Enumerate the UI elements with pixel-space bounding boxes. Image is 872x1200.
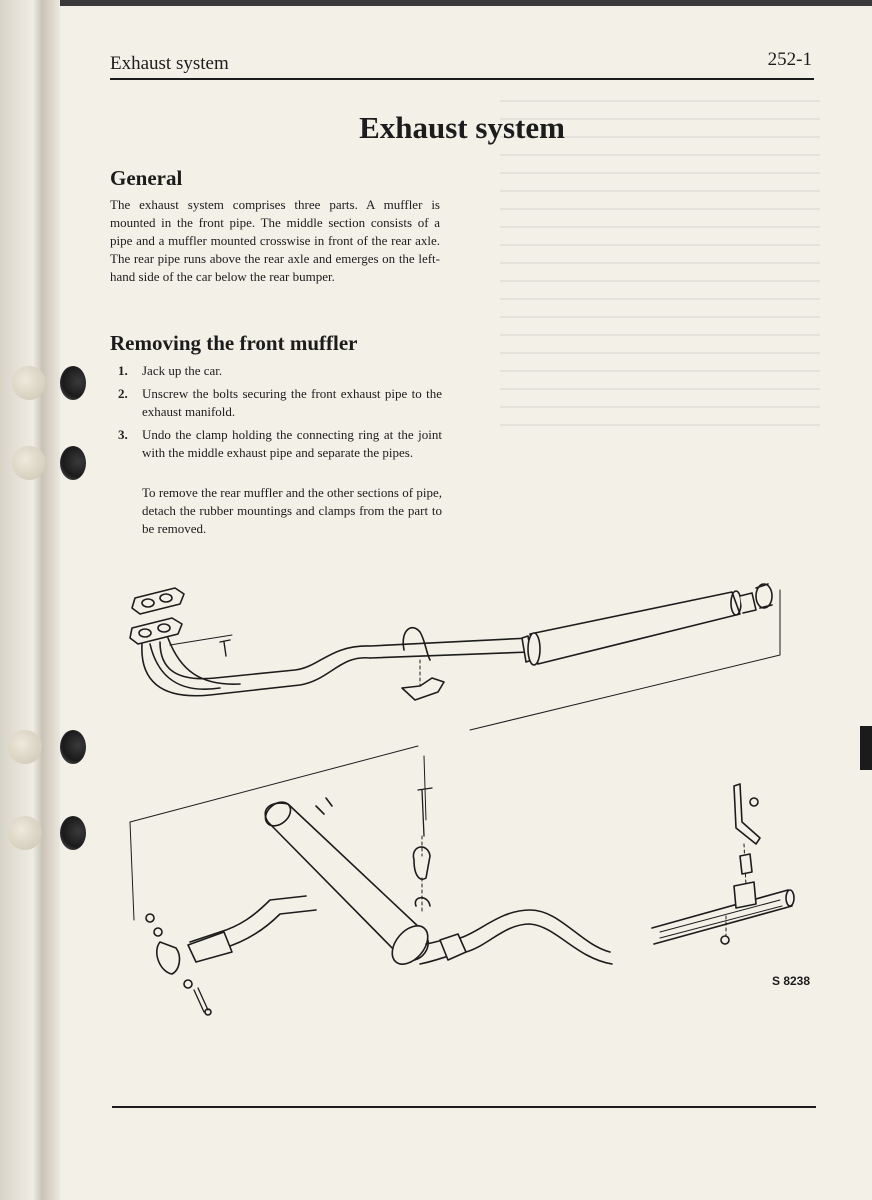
removal-note: To remove the rear muffler and the other sections of pipe, detach the rubber mountings and clamps from the part to be removed.: [142, 485, 442, 536]
running-header-section: Exhaust system: [110, 53, 229, 74]
punch-hole: [12, 366, 46, 400]
binding-margin: [0, 0, 60, 1200]
front-muffler: [522, 584, 772, 665]
header-rule: [110, 78, 814, 80]
step-number: 1.: [118, 363, 128, 378]
exhaust-system-diagram: [120, 560, 800, 1020]
section-thumb-tab: [860, 726, 872, 770]
general-heading: General: [110, 166, 183, 190]
manifold-flange-upper: [132, 588, 184, 614]
step-text: Jack up the car.: [142, 363, 223, 378]
page-top-edge: [0, 0, 872, 6]
punch-hole-shadow: [60, 816, 86, 850]
manifold-flange-lower: [130, 618, 182, 644]
list-item: [110, 426, 442, 462]
page-number: 252-1: [767, 49, 812, 70]
general-body: The exhaust system comprises three parts. A muffler is mounted in the front pipe. The middle section consists of a pipe and a muffler mounted crosswise in front of the rear axle. The rear pipe runs above the rear axle and emerges on the left-hand side of the car below the rear bumper.: [110, 197, 440, 284]
footer-rule: [112, 1106, 816, 1108]
list-item: [110, 362, 442, 380]
figure-code: S 8238: [772, 974, 811, 988]
punch-hole: [8, 730, 42, 764]
bleed-through-text: [500, 100, 820, 440]
step-number: 2.: [118, 386, 128, 401]
middle-muffler: [261, 797, 435, 971]
list-item: [110, 385, 442, 421]
punch-hole: [8, 816, 42, 850]
removing-heading: Removing the front muffler: [110, 331, 358, 355]
punch-hole: [12, 446, 46, 480]
page-title: Exhaust system: [359, 110, 565, 145]
punch-hole-shadow: [60, 366, 86, 400]
punch-hole-shadow: [60, 730, 86, 764]
removal-steps: [110, 362, 442, 467]
punch-hole-shadow: [60, 446, 86, 480]
step-text: Unscrew the bolts securing the front exhaust pipe to the exhaust manifold.: [142, 386, 442, 419]
rear-pipe: [652, 784, 794, 944]
step-number: 3.: [118, 427, 128, 442]
step-text: Undo the clamp holding the connecting ring at the joint with the middle exhaust pipe and separate the pipes.: [142, 427, 442, 460]
